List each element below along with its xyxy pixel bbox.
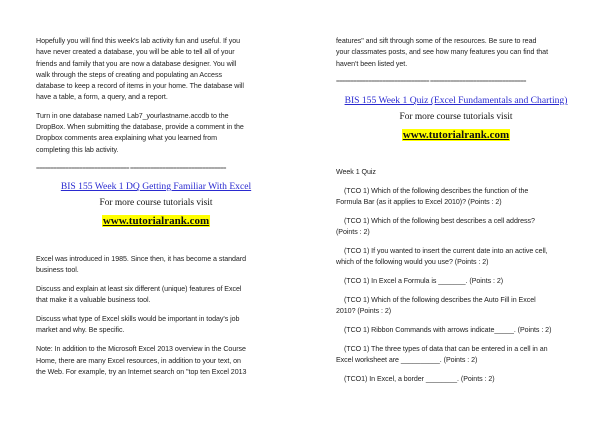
text-line: walk through the steps of creating and populating an Access bbox=[36, 70, 222, 79]
text-line: Note: In addition to the Microsoft Excel 2013 overview in the Course bbox=[36, 345, 246, 354]
dq-body-paragraphs bbox=[36, 254, 276, 386]
separator: ================================ ================================= bbox=[336, 79, 526, 85]
paragraph bbox=[36, 111, 276, 156]
paragraph bbox=[36, 254, 276, 277]
text-line: (TCO 1) In Excel a Formula is _______. (Points : 2) bbox=[344, 277, 504, 286]
text-line: (TCO 1) If you wanted to insert the current date into an active cell, bbox=[344, 247, 548, 256]
text-line: (TCO 1) Which of the following describes the Auto Fill in Excel bbox=[344, 296, 536, 305]
paragraph bbox=[36, 344, 276, 378]
text-line: that make it a valuable business tool. bbox=[36, 296, 151, 305]
text-line: friends and family that you are now a database designer. You will bbox=[36, 59, 237, 68]
text-line: Discuss and explain at least six different (unique) features of Excel bbox=[36, 285, 242, 294]
text-line: the Web. For example, try an Internet search on "top ten Excel 2013 bbox=[36, 367, 247, 376]
website-text[interactable]: www.tutorialrank.com bbox=[402, 129, 510, 141]
quiz-title-link[interactable]: BIS 155 Week 1 Quiz (Excel Fundamentals and Charting) bbox=[344, 95, 568, 106]
quiz-question bbox=[336, 216, 576, 239]
paragraph bbox=[36, 284, 276, 307]
text-line: haven't been listed yet. bbox=[336, 59, 408, 68]
text-line: (TCO 1) Ribbon Commands with arrows indicate_____. (Points : 2) bbox=[344, 326, 552, 335]
text-line: database to keep a record of items in your home. The database will bbox=[36, 82, 244, 91]
quiz-question bbox=[336, 186, 576, 209]
text-line: (Points : 2) bbox=[336, 228, 370, 237]
text-line: your classmates posts, and see how many features you can find that bbox=[336, 48, 548, 57]
quiz-question bbox=[336, 344, 576, 367]
text-line: (TCO 1) Which of the following best describes a cell address? bbox=[344, 217, 535, 226]
text-line: have a table, a form, a query, and a report. bbox=[36, 93, 168, 102]
text-line: (TCO 1) The three types of data that can be entered in a cell in an bbox=[344, 344, 548, 353]
more-tutorials-text: For more course tutorials visit bbox=[399, 112, 513, 122]
separator: ================================ ================================= bbox=[36, 166, 226, 172]
text-line: Discuss what type of Excel skills would be important in today's job bbox=[36, 315, 240, 324]
more-tutorials-text: For more course tutorials visit bbox=[99, 198, 213, 208]
text-line: (TCO1) In Excel, a border ________. (Points : 2) bbox=[344, 375, 495, 384]
paragraph bbox=[336, 36, 576, 70]
quiz-question bbox=[336, 276, 576, 287]
quiz-questions bbox=[336, 186, 576, 393]
text-line: Excel was introduced in 1985. Since then, it has become a standard bbox=[36, 255, 247, 263]
text-line: Turn in one database named Lab7_yourlastname.accdb to the bbox=[36, 111, 229, 120]
text-line: completing this lab activity. bbox=[36, 145, 119, 154]
quiz-question bbox=[336, 246, 576, 269]
text-line: Home, there are many Excel resources, in addition to your text, on bbox=[36, 356, 241, 365]
text-line: features" and sift through some of the resources. Be sure to read bbox=[336, 37, 537, 45]
text-line: Hopefully you will find this week's lab activity fun and useful. If you bbox=[36, 37, 241, 45]
text-line: (TCO 1) Which of the following describes the function of the bbox=[344, 187, 529, 195]
text-line: Dropbox comments area explaining what you learned from bbox=[36, 134, 218, 143]
text-line: market and why. Be specific. bbox=[36, 326, 125, 335]
dq-title-link[interactable]: BIS 155 Week 1 DQ Getting Familiar With Excel bbox=[60, 181, 252, 192]
quiz-question bbox=[336, 374, 576, 385]
quiz-question bbox=[336, 295, 576, 318]
quiz-question bbox=[336, 325, 576, 336]
website-text[interactable]: www.tutorialrank.com bbox=[102, 215, 210, 227]
paragraph bbox=[36, 314, 276, 337]
text-line: DropBox. When submitting the database, provide a comment in the bbox=[36, 123, 244, 132]
text-line: have never created a database, you will be able to tell all of your bbox=[36, 48, 235, 57]
text-line: business tool. bbox=[36, 266, 79, 275]
text-line: which of the following would you use? (Points : 2) bbox=[336, 258, 489, 267]
text-line: Excel worksheet are __________. (Points : 2) bbox=[336, 356, 478, 365]
website-link[interactable] bbox=[36, 215, 276, 227]
text-line: Formula Bar (as it applies to Excel 2010)? (Points : 2) bbox=[336, 198, 502, 207]
paragraph bbox=[36, 36, 276, 104]
intro-paragraphs bbox=[36, 36, 276, 163]
text-line: 2010? (Points : 2) bbox=[336, 307, 392, 316]
intro-paragraphs bbox=[336, 36, 576, 77]
website-link[interactable] bbox=[336, 129, 576, 141]
quiz-heading: Week 1 Quiz bbox=[336, 168, 376, 176]
